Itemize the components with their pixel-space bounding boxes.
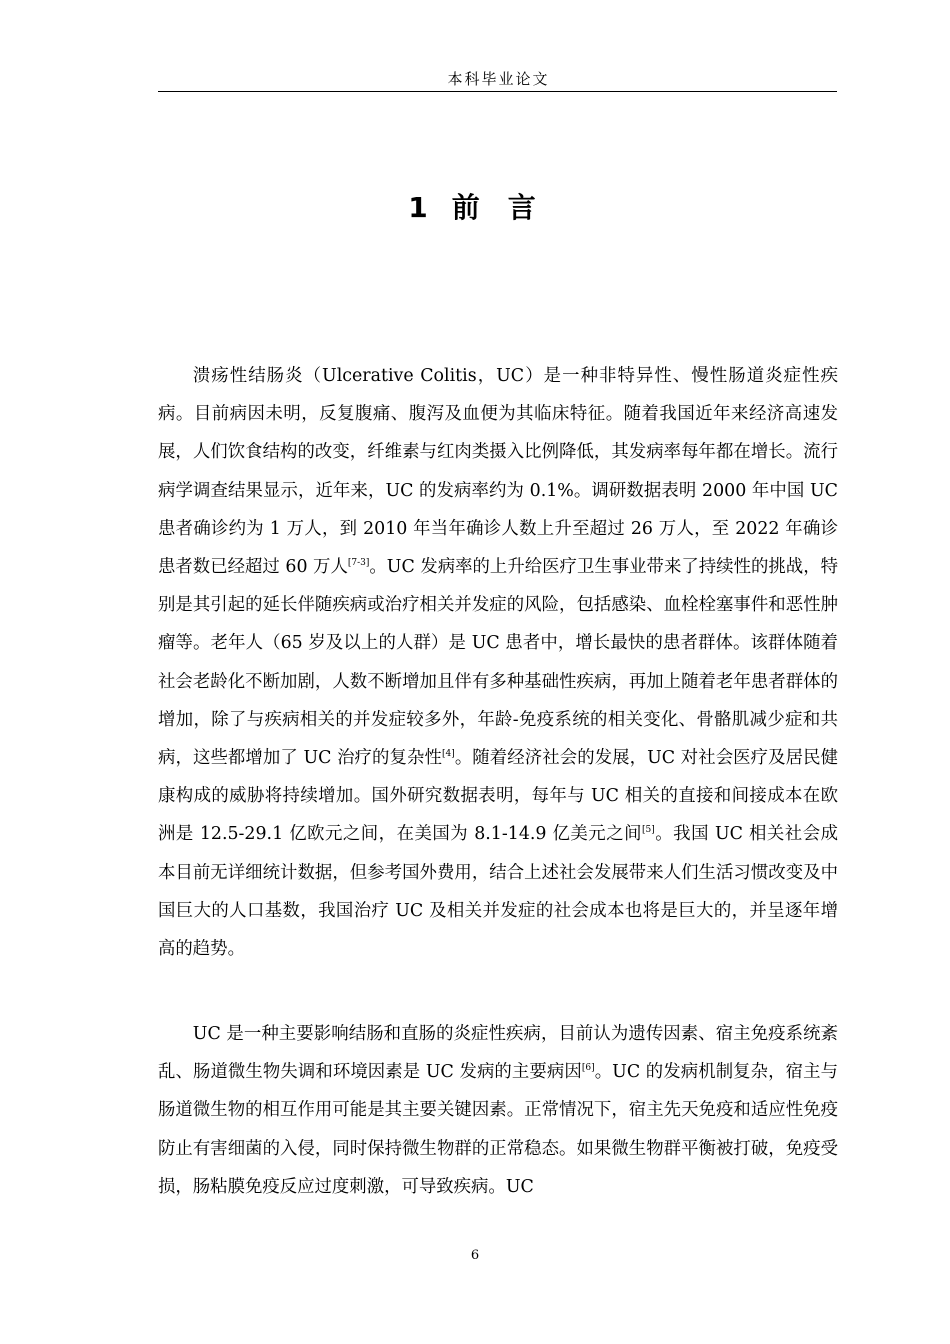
running-header: 本科毕业论文 (447, 70, 550, 88)
paragraph-1-sentence-3: 。随着经济社会的发展，UC 对社会医疗及居民健康构成的威胁将持续增加。国外研究数据表明，每年与 UC 相关的直接和间接成本在欧洲是 12.5-29.1 亿欧元之间，在美国为 8.1-14.9 亿美元之间 (158, 748, 838, 845)
citation-6: [6] (581, 1063, 595, 1074)
citation-7-3: [7-3] (347, 558, 370, 569)
chapter-title (0, 186, 950, 226)
paragraph-1-sentence-2: 。UC 发病率的上升给医疗卫生事业带来了持续性的挑战，特别是其引起的延长伴随疾病或治疗相关并发症的风险，包括感染、血栓栓塞事件和恶性肿瘤等。老年人（65 岁及以上的人群）是 UC 患者中，增长最快的患者群体。该群体随着社会老龄化不断加剧，人数不断增加且伴有多种基础性疾病，再加上随着老年患者群体的增加，除了与疾病相关的并发症较多外，年龄-免疫系统的相关变化、骨骼肌减少症和共病，这些都增加了 UC 治疗的复杂性 (158, 557, 838, 769)
chapter-title-char-2: 言 (507, 191, 542, 224)
citation-5: [5] (642, 825, 655, 836)
header-rule (158, 91, 837, 92)
paragraph-1-sentence-4: 。我国 UC 相关社会成本目前无详细统计数据，但参考国外费用，结合上述社会发展带来人们生活习惯改变及中国巨大的人口基数，我国治疗 UC 及相关并发症的社会成本也将是巨大的，并呈逐年增高的趋势。 (158, 824, 838, 960)
page-number: 6 (470, 1248, 480, 1263)
chapter-number: 1 (408, 191, 434, 224)
paragraph-2-sentence-2: 。UC 的发病机制复杂，宿主与肠道微生物的相互作用可能是其主要关键因素。正常情况下，宿主先天免疫和适应性免疫防止有害细菌的入侵，同时保持微生物群的正常稳态。如果微生物群平衡被打破，免疫受损，肠粘膜免疫反应过度刺激，可导致疾病。UC (158, 1062, 838, 1197)
paragraph-2-sentence-1: UC 是一种主要影响结肠和直肠的炎症性疾病，目前认为遗传因素、宿主免疫系统紊乱、肠道微生物失调和环境因素是 UC 发病的主要病因 (158, 1024, 838, 1083)
paragraph-1 (158, 357, 838, 968)
paragraph-2 (158, 1015, 838, 1206)
citation-4: [4] (441, 749, 455, 760)
paragraph-1-sentence-1: 溃疡性结肠炎（Ulcerative Colitis，UC）是一种非特异性、慢性肠道炎症性疾病。目前病因未明，反复腹痛、腹泻及血便为其临床特征。随着我国近年来经济高速发展，人们饮食结构的改变，纤维素与红肉类摄入比例降低，其发病率每年都在增长。流行病学调查结果显示，近年来，UC 的发病率约为 0.1%。调研数据表明 2000 年中国 UC 患者确诊约为 1 万人，到 2010 年当年确诊人数上升至超过 26 万人，至 2022 年确诊患者数已经超过 60 万人 (158, 366, 838, 578)
chapter-title-char-1: 前 (451, 191, 486, 224)
